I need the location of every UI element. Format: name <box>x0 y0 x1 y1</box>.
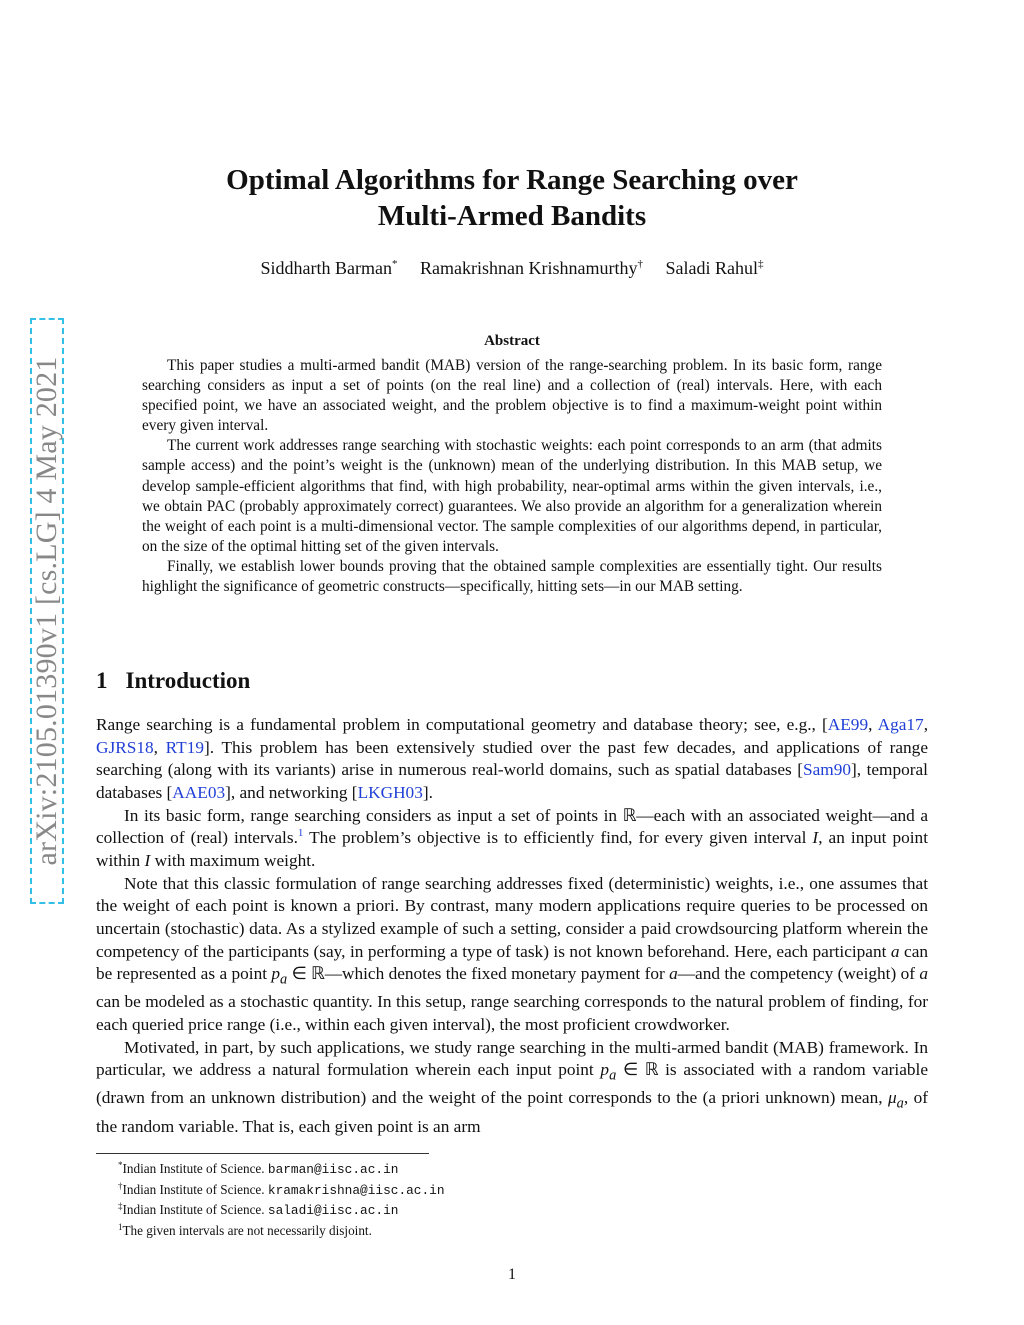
footnote: *Indian Institute of Science. barman@iisc.ac.in <box>118 1160 399 1177</box>
footnote-rule <box>96 1153 429 1154</box>
footnotes <box>118 1159 445 1240</box>
footnote: ‡Indian Institute of Science. saladi@iisc.ac.in <box>118 1201 399 1219</box>
section-heading <box>96 668 250 694</box>
email-link[interactable]: barman@iisc.ac.in <box>267 1162 399 1177</box>
paper-title <box>140 162 884 234</box>
citation-link[interactable]: LKGH03 <box>357 782 423 802</box>
intro-body <box>96 714 928 1138</box>
author: Ramakrishnan Krishnamurthy† <box>420 258 643 278</box>
intro-paragraph: Motivated, in part, by such applications, we study range searching in the multi-armed bandit (MAB) framework. In particular, we address a natural formulation wherein each input point $p_a$ ∈ ℝ is associated with a random variable (drawn from an unknown distribution) and the weight of the point corresponds to the (a priori unknown) mean, $\mu_a$, of the random variable. That is, each given point is an arm <box>96 1037 928 1136</box>
abstract-paragraph: This paper studies a multi-armed bandit (MAB) version of the range-searching problem. In its basic form, range searching considers as input a set of points (on the real line) and a collection of (real) intervals. Here, with each specified point, we have an associated weight, and the problem objective is to find a maximum-weight point within every given interval. <box>142 357 882 435</box>
citation-link[interactable]: Aga17 <box>877 715 924 734</box>
citation-link[interactable]: AAE03 <box>172 782 226 802</box>
footnote: $^1$The given intervals are not necessarily disjoint. <box>118 1221 372 1238</box>
citation-link[interactable]: GJRS18 <box>96 737 154 757</box>
section-number: 1 <box>96 668 108 693</box>
citation-link[interactable]: RT19 <box>165 737 204 757</box>
intro-paragraph: In its basic form, range searching considers as input a set of points in ℝ—each with an associated weight—and a collection of (real) intervals.$^1$ The problem’s objective is to efficiently find, for every given interval I, an input point within I with maximum weight. <box>96 805 928 870</box>
author: Siddharth Barman* <box>260 258 398 278</box>
author: Saladi Rahul‡ <box>665 258 764 278</box>
abstract-paragraph: Finally, we establish lower bounds proving that the obtained sample complexities are essentially tight. Our results highlight the significance of geometric constructs—specifically, hitting sets—in our MAB setting. <box>142 557 882 596</box>
email-link[interactable]: saladi@iisc.ac.in <box>267 1203 399 1219</box>
intro-paragraph: Range searching is a fundamental problem in computational geometry and database theory; see, e.g., [AE99, Aga17, GJRS18, RT19]. This problem has been extensively studied over the past few decades, and applications of range searching (along with its variants) arise in numerous real-world domains, such as spatial databases [Sam90], temporal databases [AAE03], and networking [LKGH03]. <box>96 715 929 802</box>
citation-link[interactable]: Sam90 <box>802 760 851 780</box>
footnote-link[interactable]: 1 <box>297 827 304 840</box>
abstract-heading: Abstract <box>484 333 540 349</box>
abstract-body <box>142 356 882 597</box>
email-link[interactable]: kramakrishna@iisc.ac.in <box>267 1182 445 1198</box>
arxiv-id: arXiv:2105.01390v1 [cs.LG] 4 May 2021 <box>30 356 63 866</box>
footnote: †Indian Institute of Science. kramakrishna@iisc.ac.in <box>118 1180 445 1198</box>
title-line-2: Multi-Armed Bandits <box>377 200 647 232</box>
abstract-paragraph: The current work addresses range searching with stochastic weights: each point corresponds to an arm (that admits sample access) and the point’s weight is the (unknown) mean of the underlying distribution. In this MAB setup, we develop sample-efficient algorithms that find, with high probability, near-optimal arms within the given intervals, i.e., we obtain PAC (probably approximately correct) guarantees. We also provide an algorithm for a generalization wherein the weight of each point is a multi-dimensional vector. The sample complexities of our algorithms depend, in particular, on the size of the optimal hitting set of the given intervals. <box>142 437 882 555</box>
arxiv-stamp[interactable] <box>30 318 64 904</box>
intro-paragraph: Note that this classic formulation of range searching addresses fixed (deterministic) weights, i.e., one assumes that the weight of each point is known a priori. By contrast, many modern applications require queries to be processed on uncertain (stochastic) data. As a stylized example of such a setting, consider a paid crowdsourcing platform wherein the competency of the participants (say, in performing a type of task) is not known beforehand. Here, each participant a can be represented as a point $p_a$ ∈ ℝ—which denotes the fixed monetary payment for a—and the competency (weight) of a can be modeled as a stochastic quantity. In this setup, range searching corresponds to the natural problem of finding, for each queried price range (i.e., within each given interval), the most proficient crowdworker. <box>96 873 929 1034</box>
page-number: 1 <box>508 1266 516 1283</box>
title-line-1: Optimal Algorithms for Range Searching over <box>226 164 798 196</box>
author-list <box>140 258 884 279</box>
citation-link[interactable]: AE99 <box>827 715 869 734</box>
section-title: Introduction <box>125 668 251 693</box>
